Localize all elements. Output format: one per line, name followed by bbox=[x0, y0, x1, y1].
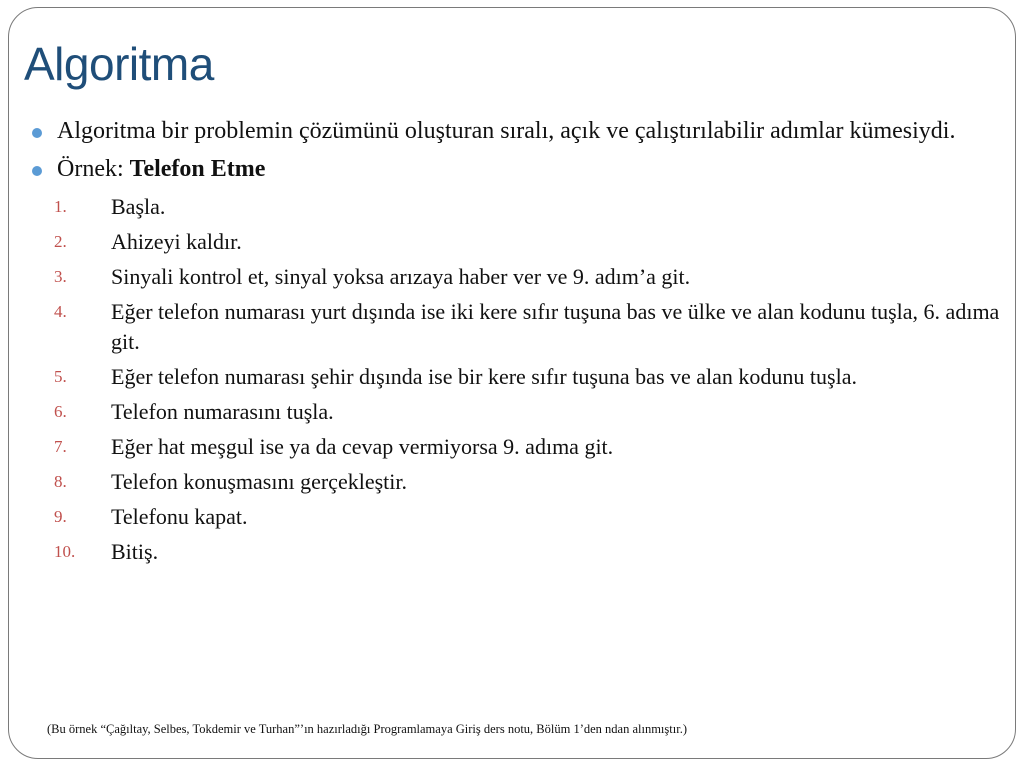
step-text: Sinyali kontrol et, sinyal yoksa arızaya haber ver ve 9. adım’a git. bbox=[111, 264, 691, 289]
step-number: 7. bbox=[54, 437, 67, 456]
slide-frame bbox=[8, 7, 1016, 759]
definition-text: Algoritma bir problemin çözümünü oluşturan sıralı, açık ve çalıştırılabilir adımlar kümesiydi. bbox=[57, 118, 956, 144]
step-text: Telefon konuşmasını gerçekleştir. bbox=[111, 469, 407, 494]
bullet-example bbox=[29, 154, 1009, 184]
slide-title: Algoritma bbox=[24, 38, 214, 90]
step-item bbox=[29, 432, 1009, 462]
step-text: Bitiş. bbox=[111, 539, 159, 564]
step-item bbox=[29, 362, 1009, 392]
step-number: 2. bbox=[54, 232, 67, 251]
bullet-dot-icon bbox=[32, 166, 42, 176]
step-text: Eğer telefon numarası şehir dışında ise bir kere sıfır tuşuna bas ve alan kodunu tuşla. bbox=[111, 364, 857, 389]
step-number: 3. bbox=[54, 267, 67, 286]
step-text: Eğer hat meşgul ise ya da cevap vermiyorsa 9. adıma git. bbox=[111, 434, 614, 459]
step-text: Telefon numarasını tuşla. bbox=[111, 399, 334, 424]
step-item bbox=[29, 397, 1009, 427]
step-item bbox=[29, 537, 1009, 567]
slide-content bbox=[29, 116, 1009, 572]
step-item bbox=[29, 467, 1009, 497]
bullet-dot-icon bbox=[32, 128, 42, 138]
step-item bbox=[29, 262, 1009, 292]
step-item bbox=[29, 502, 1009, 532]
step-text: Ahizeyi kaldır. bbox=[111, 229, 242, 254]
example-title: Telefon Etme bbox=[129, 156, 266, 182]
step-number: 10. bbox=[54, 542, 76, 561]
step-number: 1. bbox=[54, 197, 67, 216]
step-text: Başla. bbox=[111, 194, 166, 219]
step-number: 4. bbox=[54, 302, 67, 321]
step-text: Eğer telefon numarası yurt dışında ise iki kere sıfır tuşuna bas ve ülke ve alan kodunu tuşla, 6. adıma git. bbox=[111, 299, 1000, 354]
step-number: 9. bbox=[54, 507, 67, 526]
step-text: Telefonu kapat. bbox=[111, 504, 248, 529]
step-item bbox=[29, 297, 1009, 357]
source-footnote: (Bu örnek “Çağıltay, Selbes, Tokdemir ve Turhan”’ın hazırladığı Programlamaya Giriş ders notu, Bölüm 1’den ndan alınmıştır.) bbox=[47, 722, 687, 736]
bullet-definition bbox=[29, 116, 1009, 146]
steps-list bbox=[29, 192, 1009, 567]
step-number: 5. bbox=[54, 367, 67, 386]
example-prefix: Örnek: bbox=[57, 156, 130, 182]
step-number: 8. bbox=[54, 472, 67, 491]
step-item bbox=[29, 227, 1009, 257]
step-item bbox=[29, 192, 1009, 222]
step-number: 6. bbox=[54, 402, 67, 421]
